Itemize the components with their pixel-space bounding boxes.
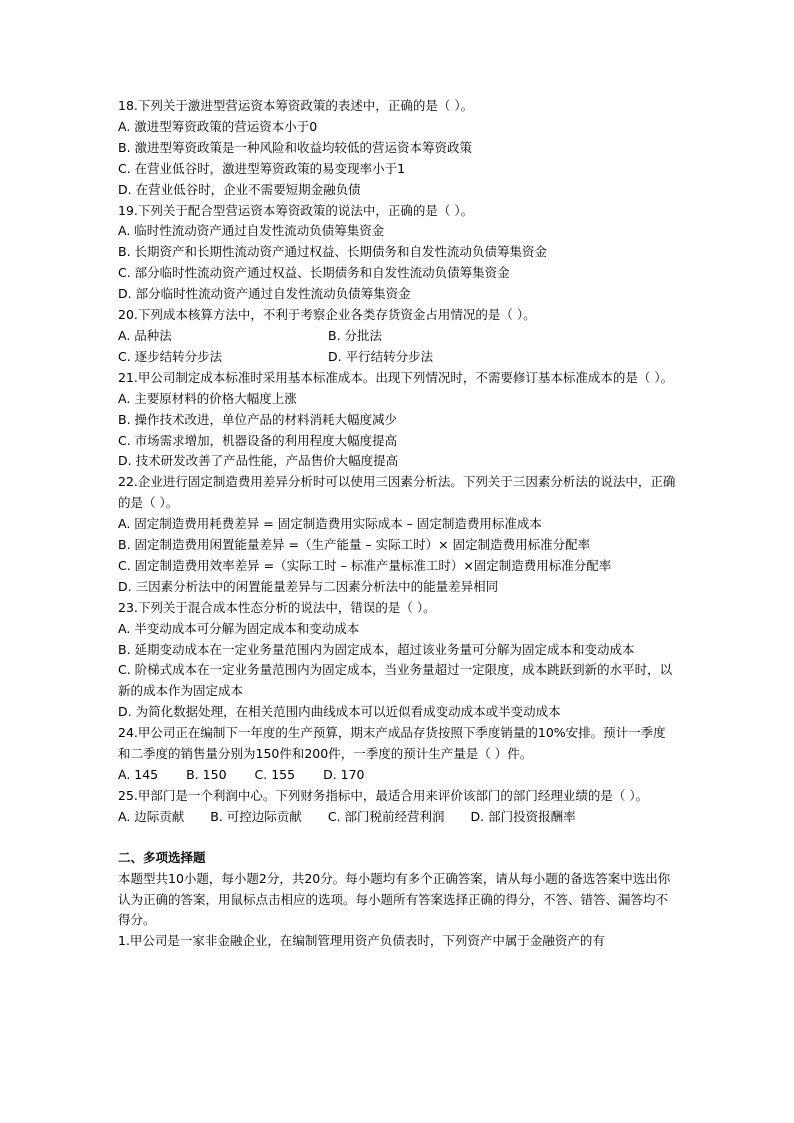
option-c: C. 部门税前经营利润 bbox=[327, 808, 445, 824]
option-a: A. 145 bbox=[118, 767, 159, 782]
options-row bbox=[118, 326, 678, 347]
option-b: B. 延期变动成本在一定业务量范围内为固定成本，超过该业务量可分解为固定成本和变动成本 bbox=[118, 641, 635, 657]
option-b: B. 可控边际贡献 bbox=[210, 808, 302, 824]
question-stem: 20.下列成本核算方法中，不利于考察企业各类存货资金占用情况的是（ ）。 bbox=[118, 307, 536, 323]
options-row bbox=[118, 807, 678, 828]
question-25 bbox=[118, 786, 678, 828]
options-row bbox=[118, 347, 678, 368]
option-b: B. 操作技术改进，单位产品的材料消耗大幅度减少 bbox=[118, 411, 398, 427]
option-d: D. 部门投资报酬率 bbox=[470, 808, 576, 824]
option-c: C. 逐步结转分步法 bbox=[118, 348, 223, 364]
question-20 bbox=[118, 305, 678, 368]
option-c: C. 部分临时性流动资产通过权益、长期债务和自发性流动负债筹集资金 bbox=[118, 265, 510, 281]
section-multiple-choice bbox=[118, 848, 678, 953]
option-d: D. 三因素分析法中的闲置能量差异与二因素分析法中的能量差异相同 bbox=[118, 578, 499, 594]
question-23 bbox=[118, 598, 678, 723]
question-stem: 21.甲公司制定成本标准时采用基本标准成本。出现下列情况时，不需要修订基本标准成本的是（ ）。 bbox=[118, 369, 674, 385]
option-d: D. 平行结转分步法 bbox=[328, 348, 434, 364]
option-b: B. 分批法 bbox=[328, 327, 383, 343]
option-a: A. 固定制造费用耗费差异 = 固定制造费用实际成本 – 固定制造费用标准成本 bbox=[118, 516, 542, 532]
option-a: A. 临时性流动资产通过自发性流动负债筹集资金 bbox=[118, 223, 385, 239]
option-c: C. 155 bbox=[254, 767, 296, 782]
option-b: B. 激进型筹资政策是一种风险和收益均较低的营运资本筹资政策 bbox=[118, 139, 473, 155]
options-row bbox=[118, 765, 678, 786]
option-a: A. 品种法 bbox=[118, 327, 172, 343]
question-24 bbox=[118, 723, 678, 786]
option-b: B. 固定制造费用闲置能量差异 =（生产能量 – 实际工时）× 固定制造费用标准分配率 bbox=[118, 537, 591, 553]
option-a: A. 激进型筹资政策的营运资本小于0 bbox=[118, 118, 318, 134]
question-stem: 22.企业进行固定制造费用差异分析时可以使用三因素分析法。下列关于三因素分析法的说法中，正确的是（ ）。 bbox=[118, 474, 676, 511]
option-c: C. 市场需求增加，机器设备的利用程度大幅度提高 bbox=[118, 432, 398, 448]
option-d: D. 170 bbox=[323, 767, 365, 782]
option-a: A. 半变动成本可分解为固定成本和变动成本 bbox=[118, 620, 360, 636]
section-title: 二、多项选择题 bbox=[118, 849, 206, 865]
question-18 bbox=[118, 96, 678, 201]
question-stem: 19.下列关于配合型营运资本筹资政策的说法中，正确的是（ ）。 bbox=[118, 202, 474, 218]
option-b: B. 长期资产和长期性流动资产通过权益、长期债务和自发性流动负债筹集资金 bbox=[118, 244, 548, 260]
option-c: C. 固定制造费用效率差异 =（实际工时 – 标准产量标准工时）×固定制造费用标准分配率 bbox=[118, 557, 612, 573]
question-stem: 23.下列关于混合成本性态分析的说法中，错误的是（ ）。 bbox=[118, 599, 436, 615]
question-stem: 1.甲公司是一家非金融企业，在编制管理用资产负债表时，下列资产中属于金融资产的有 bbox=[118, 933, 605, 949]
question-19 bbox=[118, 201, 678, 306]
option-d: D. 技术研发改善了产品性能，产品售价大幅度提高 bbox=[118, 453, 399, 469]
exam-page bbox=[118, 96, 678, 952]
option-d: D. 为简化数据处理，在相关范围内曲线成本可以近似看成变动成本或半变动成本 bbox=[118, 704, 561, 720]
option-a: A. 主要原材料的价格大幅度上涨 bbox=[118, 390, 297, 406]
question-stem: 24.甲公司正在编制下一年度的生产预算，期末产成品存货按照下季度销量的10%安排。预计一季度和二季度的销售量分别为150件和200件，一季度的预计生产量是（ ）件。 bbox=[118, 725, 666, 762]
option-a: A. 边际贡献 bbox=[118, 808, 185, 824]
option-c: C. 在营业低谷时，激进型筹资政策的易变现率小于1 bbox=[118, 160, 406, 176]
question-22 bbox=[118, 472, 678, 597]
option-c: C. 阶梯式成本在一定业务量范围内为固定成本，当业务量超过一定限度，成本跳跃到新的水平时，以新的成本作为固定成本 bbox=[118, 662, 673, 699]
option-d: D. 在营业低谷时，企业不需要短期金融负债 bbox=[118, 181, 361, 197]
section-instructions: 本题型共10小题，每小题2分，共20分。每小题均有多个正确答案，请从每小题的备选答案中选出你认为正确的答案，用鼠标点击相应的选项。每小题所有答案选择正确的得分，不答、错答、漏答均不得分。 bbox=[118, 870, 671, 928]
question-stem: 18.下列关于激进型营运资本筹资政策的表述中，正确的是（ ）。 bbox=[118, 98, 474, 113]
question-stem: 25.甲部门是一个利润中心。下列财务指标中，最适合用来评价该部门的部门经理业绩的是（ ）。 bbox=[118, 787, 649, 803]
question-21 bbox=[118, 368, 678, 473]
option-b: B. 150 bbox=[186, 767, 227, 782]
option-d: D. 部分临时性流动资产通过自发性流动负债筹集资金 bbox=[118, 286, 411, 302]
